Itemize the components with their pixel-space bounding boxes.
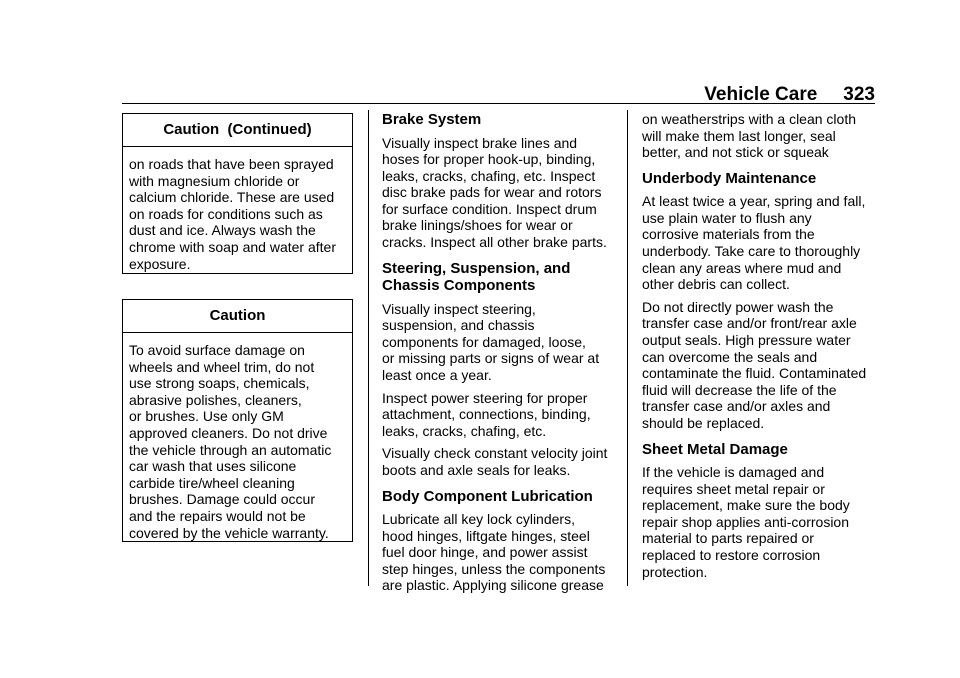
continuation-paragraph [642,111,892,161]
text-line: replaced to restore corrosion [642,547,821,564]
text-line: material to parts repaired or [642,530,814,547]
text-line: leaks, cracks, chafing, etc. [382,422,547,439]
text-line: If the vehicle is damaged and [642,464,825,481]
text-line: requires sheet metal repair or [642,480,825,497]
text-line: can overcome the seals and [642,348,818,365]
text-line: Visually inspect brake lines and [382,134,578,151]
text-line: boots and axle seals for leaks. [382,462,571,478]
caution-body [123,333,352,551]
caution-line: abrasive polishes, cleaners, [129,391,302,408]
caution-continued-line: dust and ice. Always wash the [129,222,316,239]
text-line: least once a year. [382,367,492,384]
text-line: At least twice a year, spring and fall, [642,193,866,210]
underbody-paragraph-2 [642,299,892,432]
caution-line: car wash that uses silicone [129,458,297,475]
right-column [642,111,892,580]
steering-paragraph-3 [382,445,632,478]
underbody-heading: Underbody Maintenance [642,169,817,187]
caution-line: wheels and wheel trim, do not [129,358,315,375]
text-line: Lubricate all key lock cylinders, [382,511,575,528]
text-line: better, and not stick or squeak [642,144,829,161]
text-line: protection. [642,563,708,580]
heading-line: Steering, Suspension, and [382,259,571,277]
text-line: fluid will decrease the life of the [642,381,837,398]
text-line: transfer case and/or axles and [642,398,831,415]
caution-line: covered by the vehicle warranty. [129,524,329,541]
caution-continued-body [123,147,352,282]
steering-heading [382,260,632,295]
sheet-metal-heading: Sheet Metal Damage [642,440,788,458]
caution-continued-box [122,113,353,274]
text-line: clean any areas where mud and [642,259,842,276]
text-line: Do not directly power wash the [642,298,834,315]
text-line: fuel door hinge, and power assist [382,544,588,561]
page-number: 323 [843,84,875,105]
lubrication-paragraph [382,511,632,594]
middle-column [382,111,632,594]
text-line: cracks. Inspect all other brake parts. [382,234,607,251]
text-line: or missing parts or signs of wear at [382,350,600,367]
caution-line: use strong soaps, chemicals, [129,375,310,392]
caution-line: the vehicle through an automatic [129,441,332,458]
caution-box [122,299,353,542]
text-line: other debris can collect. [642,276,790,293]
text-line: transfer case and/or front/rear axle [642,315,857,332]
caution-line: or brushes. Use only GM [129,408,284,425]
text-line: contaminate the fluid. Contaminated [642,365,867,382]
sheet-metal-paragraph [642,464,892,580]
text-line: replacement, make sure the body [642,497,850,514]
text-line: should be replaced. [642,415,765,431]
text-line: leaks, cracks, chafing, etc. Inspect [382,167,596,184]
text-line: repair shop applies anti-corrosion [642,513,849,530]
caution-line: carbide tire/wheel cleaning [129,474,295,491]
heading-line: Chassis Components [382,277,536,295]
text-line: will make them last longer, seal [642,127,836,144]
text-line: Inspect power steering for proper [382,389,588,406]
steering-paragraph-2 [382,390,632,440]
text-line: underbody. Take care to thoroughly [642,243,861,260]
text-line: components for damaged, loose, [382,333,586,350]
caution-continued-line: chrome with soap and water after [129,238,336,255]
header-rule [122,103,875,104]
brake-system-paragraph [382,135,632,251]
steering-paragraph-1 [382,301,632,384]
text-line: are plastic. Applying silicone grease [382,577,604,594]
caution-line: approved cleaners. Do not drive [129,424,328,441]
text-line: brake linings/shoes for wear or [382,217,573,234]
column-divider-left [368,110,369,586]
text-line: on weatherstrips with a clean cloth [642,111,856,127]
text-line: disc brake pads for wear and rotors [382,184,602,201]
text-line: suspension, and chassis [382,317,535,334]
caution-continued-line: on roads for conditions such as [129,205,323,222]
caution-line: To avoid surface damage on [129,342,305,358]
caution-continued-line: with magnesium chloride or [129,172,300,189]
text-line: step hinges, unless the components [382,560,606,577]
text-line: hoses for proper hook-up, binding, [382,151,596,168]
text-line: attachment, connections, binding, [382,406,591,423]
text-line: output seals. High pressure water [642,332,851,349]
text-line: hood hinges, liftgate hinges, steel [382,527,590,544]
underbody-paragraph-1 [642,193,892,293]
caution-continued-line: exposure. [129,255,191,272]
caution-continued-title: Caution (Continued) [123,114,352,147]
section-title: Vehicle Care [704,84,818,105]
brake-system-heading: Brake System [382,111,482,128]
lubrication-heading: Body Component Lubrication [382,487,593,505]
text-line: Visually inspect steering, [382,300,536,317]
text-line: corrosive materials from the [642,226,815,243]
caution-title: Caution [123,300,352,333]
text-line: Visually check constant velocity joint [382,445,608,462]
caution-line: brushes. Damage could occur [129,491,315,508]
caution-line: and the repairs would not be [129,507,306,524]
caution-continued-line: calcium chloride. These are used [129,189,335,206]
text-line: for surface condition. Inspect drum [382,200,597,217]
text-line: use plain water to flush any [642,209,812,226]
caution-continued-line: on roads that have been sprayed [129,156,334,172]
